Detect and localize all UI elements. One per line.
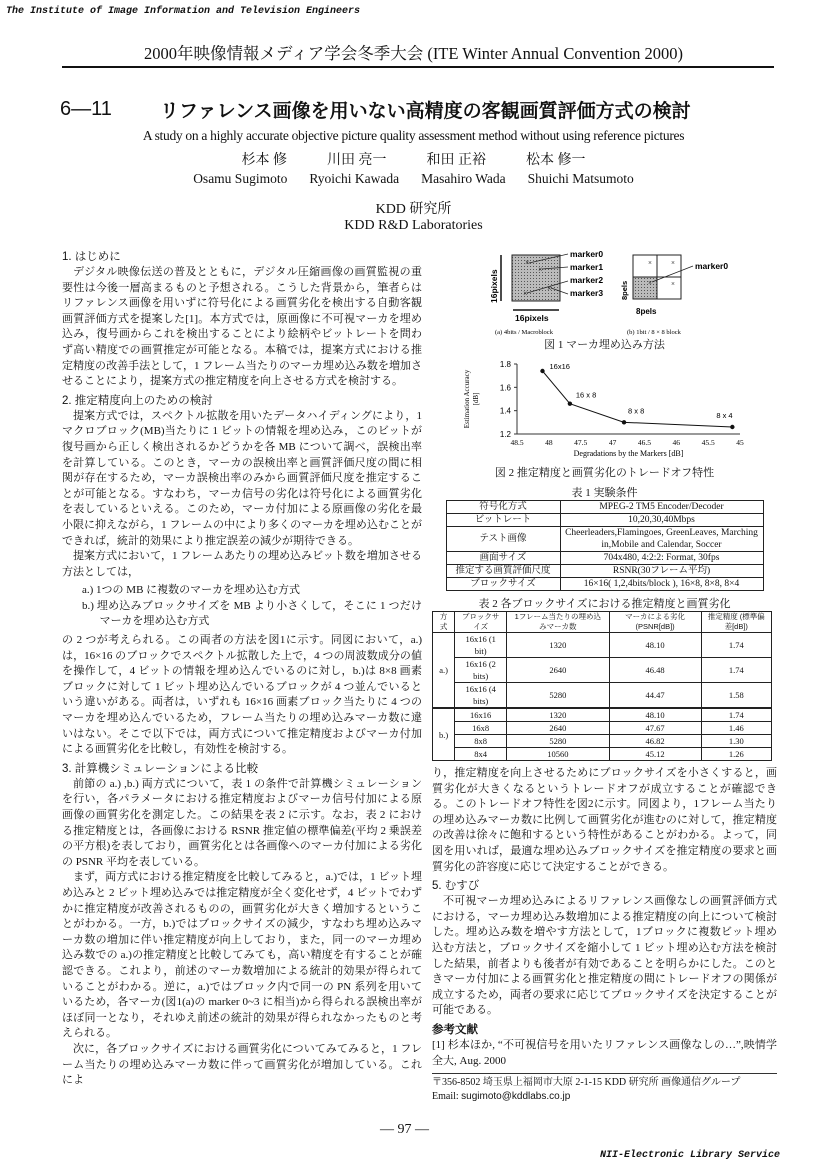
table-cell: 16x16 (1 bit) [455,633,507,658]
x-tick-label: 48 [544,438,553,447]
svg-text:×: × [670,280,675,288]
list-item: a.) 1つの MB に複数のマーカを埋め込む方式 [82,584,300,597]
x-tick-label: 48.5 [509,438,524,447]
author-en: Masahiro Wada [421,171,506,186]
data-label: 8 x 8 [627,406,644,416]
email-line [432,1090,777,1104]
paragraph: の 2 つが考えられる。この両者の方法を図1に示す。同図において，a.)は，16×16 のブロックでスペクトル拡散した上で，4 つの周波数成分の値を操作して，4 ビットの情報を埋め込んでいるのに対し，b.)は 8×8 画素ブロックに対して 1 ビット埋め込んでいるブロックが 4 つ並んでいるという違いがある。両者は，いずれも 16×16 画素ブロック当たりに 4 つのマーカを埋め込んでいるため，フレーム当たりの埋め込みマーカ数に違いはない。そこで以下では，両方式について推定精度およびマーカ付加による画質劣化を比較し，有効性を検討する。 [62,634,422,756]
series-line [542,371,732,427]
address: 〒356-8502 埼玉県上福岡市大原 2-1-15 KDD 研究所 画像通信グループ [432,1077,741,1089]
header-rule [62,66,774,68]
data-point [540,369,544,373]
cross-mark: × [546,284,552,293]
column-header: マーカによる劣化 (PSNR[dB]) [609,612,701,633]
table-cell: 8x8 [455,735,507,748]
table-cell: 2640 [507,658,610,683]
figure-2-caption: 図 2 推定精度と画質劣化のトレードオフ特性 [494,467,715,479]
paragraph: デジタル映像伝送の普及とともに，デジタル圧縮画像の画質監視の重要性は今後一層高まるものと予想される。こうした背景から，筆者らはリファレンス画像を用いずに符号化による画質劣化を検出する自動客観画質評価方式を提案した[1]。本方式では，原画像に不可視マーカを埋め込み，復号画からこれを検出することにより絵柄やビットレートを問わず高い精度での画質推定が可能となる。本稿では，提案方式における推定精度の改善手法として，1 フレーム当たりのマーカ埋め込み数を増加させることにより，提案方式の推定精度を向上させる方式を検討する。 [62,266,422,388]
table-cell: 47.67 [609,722,701,735]
left-column [62,246,422,1089]
table-cell: 5280 [507,735,610,748]
table-cell: 46.82 [609,735,701,748]
table-cell-label: ブロックサイズ [446,578,560,591]
conference-title: 2000年映像情報メディア学会冬季大会 (ITE Winter Annual Convention 2000) [144,44,683,63]
shaded-8x8-block [633,277,657,299]
table-cell-value: 10,20,30,40Mbps [560,514,763,527]
table-cell: 45.12 [609,748,701,761]
x-tick-label: 46 [672,438,680,447]
table-cell-label: ビットレート [446,514,560,527]
table-cell-label: 画面サイズ [446,552,560,565]
references-heading: 参考文献 [432,1023,478,1036]
table-cell: 48.10 [609,633,701,658]
table-row [446,527,763,552]
y-tick-label: 1.4 [499,406,511,416]
table-cell: 16x16 [455,708,507,722]
table-cell-label: テスト画像 [446,527,560,552]
method-cell: a.) [433,633,455,709]
page-number: — 97 — [380,1122,429,1137]
table-row [446,565,763,578]
table-cell: 2640 [507,722,610,735]
table-cell-value: 704x480, 4:2:2: Format, 30fps [560,552,763,565]
table-cell: 1.30 [701,735,771,748]
table-cell-label: 推定する画質評価尺度 [446,565,560,578]
footer-service: NII-Electronic Library Service [600,1150,781,1161]
email-link[interactable]: sugimoto@kddlabs.co.jp [461,1091,571,1103]
figure-1-caption: 図 1 マーカ埋め込み方法 [544,339,665,351]
y-tick-label: 1.6 [499,383,511,393]
svg-text:×: × [647,279,652,287]
size-label: 16pixels [514,313,549,323]
column-header: 1フレーム当たりの埋め込みマーカ数 [507,612,610,633]
size-label: 16pixels [488,269,499,303]
x-tick-label: 45 [735,438,744,447]
svg-text:×: × [670,259,675,267]
column-header: ブロックサイズ [455,612,507,633]
table-cell: 5280 [507,683,610,709]
paragraph: まず，両方式における推定精度を比較してみると，a.)では，1 ビット埋め込みと 2 ビット埋め込みでは推定精度が全く変化せず，4 ビットでわずかに推定精度が改善されるものの，画質劣化が大きく増加するということがわかる。一方，b.)ではブロックサイズの減少，すなわち埋め込みマーカ数の増加に伴い推定精度が向上しており，また，同一のマーカ埋め込み数での a.)の推定精度と比較してみても，高い精度を有することが確認できる。これより，前述のマーカ数増加による統計的効果が得られていることがわかる。逆に，a.)ではブロック内で同一の PN 系列を用いているため，各マーカ(図1(a)の marker 0~3 に相当)から得られる誤検出率がほぼ同一となり，それゆえ前述の統計的効果が得られなかったものと考えられる。 [62,871,422,1040]
figure-2-chart [455,354,755,466]
marker-label: marker0 [569,249,603,259]
y-tick-label: 1.2 [499,430,511,439]
author-ja: 松本 修一 [526,153,586,168]
right-column [432,248,777,1104]
marker-label: marker0 [694,261,728,271]
author-ja: 和田 正裕 [426,153,486,168]
table-cell: 16x16 (2 bits) [455,658,507,683]
size-label: 8pels [635,307,656,316]
method-list [62,583,422,630]
table-cell: 16x16 (4 bits) [455,683,507,709]
institute-header: The Institute of Image Information and Television Engineers [6,6,361,17]
table-cell: 48.10 [609,708,701,722]
table-cell: 10560 [507,748,610,761]
table-row [446,514,763,527]
subcaption-b: (b) 1bit / 8 × 8 block [626,329,681,336]
footnote-rule [432,1073,777,1074]
data-point [567,401,571,405]
table-cell: 1.74 [701,633,771,658]
author-en: Shuichi Matsumoto [527,171,634,186]
table-row [433,722,772,735]
section-heading: 2. 推定精度向上のための検討 [62,394,213,407]
table-header-row [433,612,772,633]
table-1 [446,500,764,591]
author-en: Ryoichi Kawada [309,171,400,186]
table-row [446,552,763,565]
section-heading: 1. はじめに [62,251,121,263]
paper-title-ja: リファレンス画像を用いない高精度の客観画質評価方式の検討 [160,101,691,122]
table-cell: 8x4 [455,748,507,761]
table-cell: 1.58 [701,683,771,709]
section-heading: 5. むすび [432,880,480,893]
table-2 [432,611,772,761]
table-2-caption: 表 2 各ブロックサイズにおける推定精度と画質劣化 [478,598,731,610]
table-row [433,708,772,722]
marker-label: marker1 [569,262,603,272]
table-row [433,633,772,658]
table-cell-label: 符号化方式 [446,501,560,514]
data-label: 16 x 8 [575,390,596,400]
paragraph: 不可視マーカ埋め込みによるリファレンス画像なしの画質評価方式における，マーカ埋め込み数増加による推定精度の向上について検討した。埋め込み数を増やす方法として，1ブロックに複数ビット埋め込む方法と，ブロックサイズを縮小して 1 ビット埋め込む方法を検討した結果，前者よりも後者が有効であることを明らかにした。このときマーカ付加による画質劣化と推定精度の間にトレードオフの関係が成立するため，両者の要求に応じてブロックサイズを決定することが可能である。 [432,895,777,1017]
table-cell: 46.48 [609,658,701,683]
author-ja: 川田 亮一 [327,153,387,168]
paper-title-en: A study on a highly accurate objective picture quality assessment method without using reference pictures [142,128,685,143]
table-1-caption: 表 1 実験条件 [571,487,638,499]
x-axis-label: Degradations by the Markers [dB] [573,449,683,458]
x-tick-label: 45.5 [701,438,715,447]
table-cell: 16x8 [455,722,507,735]
figure-1 [455,248,755,338]
x-tick-label: 47 [608,438,616,447]
table-cell: 1320 [507,708,610,722]
affiliation-ja: KDD 研究所 [375,202,452,217]
y-axis-label: Estimation Accuracy[dB] [462,369,480,429]
list-item: b.) 埋め込みブロックサイズを MB より小さくして，そこに 1 つだけマーカを埋め込む方式 [82,599,422,628]
data-point [730,425,734,429]
table-cell-value: MPEG-2 TM5 Encoder/Decoder [560,501,763,514]
table-row [446,578,763,591]
column-header: 方式 [433,612,455,633]
marker-label: marker3 [569,288,603,298]
author-en: Osamu Sugimoto [193,171,288,186]
table-cell: 1320 [507,633,610,658]
paragraph: 次に，各ブロックサイズにおける画質劣化についてみてみると，1 フレーム当たりの埋め込みマーカ数に伴って画質劣化が増加している。これによ [62,1042,422,1087]
paragraph: 前節の a.) ,b.) 両方式について，表 1 の条件で計算機シミュレーションを行い，各パラメータにおける推定精度およびマーカ信号付加による原画像の画質劣化を測定した。この結果を表 2 に示す。なお，表 2 における推定精度とは，各画像における RSNR 推定値の標準偏差(平均 2 乗誤差の平方根)を表しており，画質劣化とは各画像へのマーカ付加による劣化の PSNR 平均を表している。 [62,777,422,868]
table-row [446,501,763,514]
table-cell: 44.47 [609,683,701,709]
cross-mark: × [537,265,543,274]
paper-number: 6—11 [60,98,112,120]
paragraph: 提案方式では，スペクトル拡散を用いたデータハイディングにより，1 マクロブロック(MB)当たりに 1 ビットの情報を埋め込み，このビットが復号画から正しく検出されるかどうかを各 MB について調べ，誤検出率を計算している。このとき，マーカの誤検出率と画質評価尺度の間に相関が存在するため，マーカ誤検出率のみから画質評価尺度を推定することが可能となる。すなわち，マーカ信号の劣化は符号化による画質劣化を表しているといえる。このため，マーカ付加による原画像の劣化を最小限に抑えながら，1 フレームの中により多くのマーカを埋め込むことができれば，統計的効果により推定誤差の減少が期待できる。 [62,409,422,547]
svg-text:×: × [647,259,652,267]
table-cell: 1.26 [701,748,771,761]
subcaption-a: (a) 4bits / Macroblock [494,329,553,336]
table-cell-value: 16×16( 1,2,4bits/block ), 16×8, 8×8, 8×4 [560,578,763,591]
author-ja: 杉本 修 [241,153,287,168]
table-cell: 1.74 [701,708,771,722]
marker-label: marker2 [569,275,603,285]
table-row [433,748,772,761]
table-cell-value: RSNR(30フレーム平均) [560,565,763,578]
x-tick-label: 46.5 [637,438,651,447]
table-row [433,735,772,748]
cross-mark: × [522,289,528,298]
table-row [433,658,772,683]
column-header: 推定精度 (標準偏差[dB]) [701,612,771,633]
affiliation-en: KDD R&D Laboratories [344,218,483,233]
right-text [432,766,777,1069]
macroblock [512,255,560,301]
table-row [433,683,772,709]
x-tick-label: 47.5 [573,438,587,447]
data-label: 8 x 4 [715,411,733,420]
data-point [621,420,625,424]
cross-mark: × [524,258,530,267]
table-cell: 1.46 [701,722,771,735]
authors-en [0,171,827,187]
email-label: Email: [432,1091,462,1103]
reference-item: [1] 杉本ほか, “不可視信号を用いたリファレンス画像なしの…”,映情学全大, Aug. 2000 [432,1038,777,1067]
table-cell: 1.74 [701,658,771,683]
section-heading: 3. 計算機シミュレーションによる比較 [62,762,259,775]
paragraph: り，推定精度を向上させるためにブロックサイズを小さくすると，画質劣化が大きくなるというトレードオフが成立することが確認できる。このトレードオフ特性を図2に示す。同図より，1フレーム当たりの埋め込みマーカ数に比例して画質劣化が進むのに対して，推定精度の改善は徐々に飽和するという特性があることがわかる。よって，同図を用いれば，最適な埋め込みブロックサイズを推定精度の要求と画質劣化の許容度に応じて決定することができる。 [432,767,777,873]
data-label: 16x16 [548,362,570,371]
size-label: 8pels [619,280,629,300]
authors-ja [0,149,827,169]
table-cell-value: Cheerleaders,Flamingoes, GreenLeaves, Marching in,Mobile and Calendar, Soccer [560,527,763,552]
method-cell: b.) [433,708,455,761]
paragraph: 提案方式において，1 フレームあたりの埋め込みビット数を増加させる方法としては， [62,550,422,578]
y-tick-label: 1.8 [499,360,511,369]
